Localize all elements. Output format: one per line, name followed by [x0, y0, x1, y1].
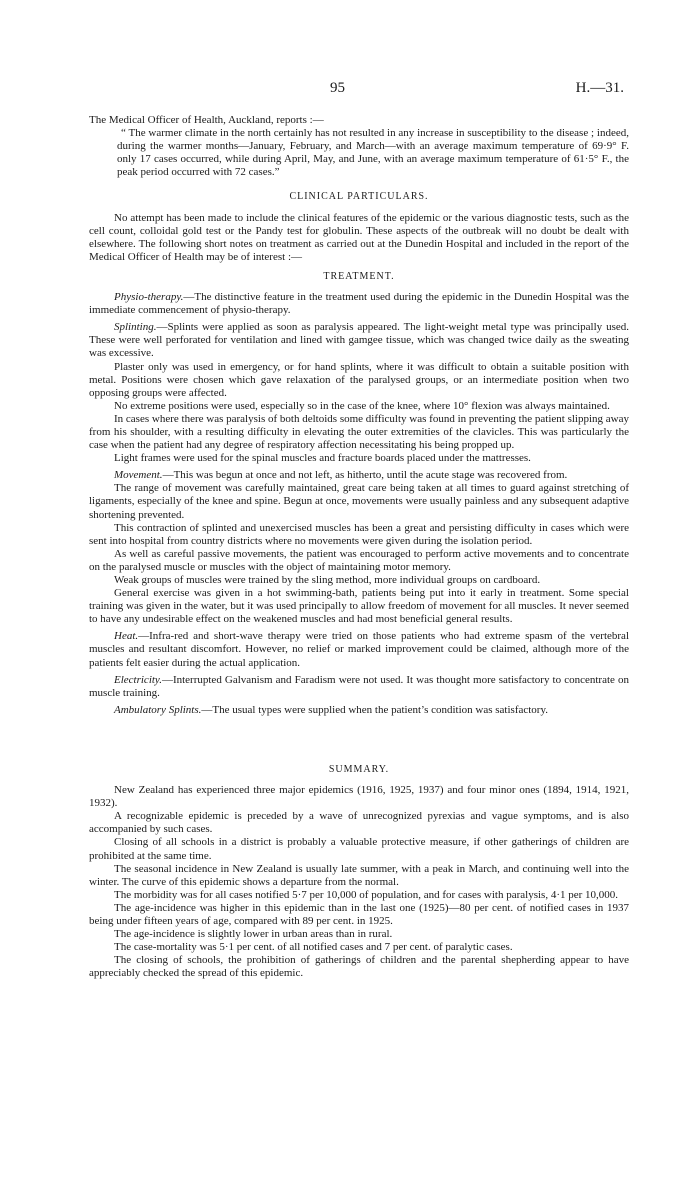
electricity-heading: Electricity. [114, 673, 162, 686]
movement-heading: Movement. [114, 469, 163, 482]
electricity-paragraph [89, 674, 629, 700]
movement-paragraph [89, 469, 629, 482]
movement-text: —This was begun at once and not left, as hitherto, until the acute stage was recovered from. [162, 469, 568, 482]
treatment-heading: TREATMENT. [323, 270, 395, 282]
summary-paragraph: Closing of all schools in a district is probably a valuable protective measure, if other gatherings of children are prohibited at the same time. [89, 836, 629, 862]
extreme-positions-paragraph: No extreme positions were used, especially so in the case of the knee, where 10° flexion was always maintained. [114, 399, 610, 412]
passive-movements-paragraph: As well as careful passive movements, the patient was encouraged to perform active movements and to concentrate on the paralysed muscle or muscles with the object of maintaining motor memory. [89, 547, 629, 573]
page-number: 95 [330, 80, 345, 96]
summary-paragraph: The age-incidence is slightly lower in urban areas than in rural. [114, 928, 393, 941]
heat-paragraph [89, 630, 629, 669]
splinting-text: —Splints were applied as soon as paralysis appeared. The light-weight metal type was principally used. These were well perforated for ventilation and lined with gamgee tissue, which was changed twice daily as the sweating was excessive. [89, 321, 629, 360]
ambulatory-heading: Ambulatory Splints. [114, 703, 202, 716]
frames-paragraph: Light frames were used for the spinal muscles and fracture boards placed under the mattresses. [114, 452, 531, 465]
summary-paragraph: The seasonal incidence in New Zealand is usually late summer, with a peak in March, and continuing well into the winter. The curve of this epidemic shows a departure from the normal. [89, 862, 629, 888]
document-reference: H.—31. [575, 80, 624, 96]
ambulatory-paragraph [89, 704, 629, 717]
ambulatory-text: —The usual types were supplied when the patient’s condition was satisfactory. [201, 703, 549, 716]
weak-groups-paragraph: Weak groups of muscles were trained by the sling method, more individual groups on cardboard. [114, 574, 541, 586]
clinical-heading: CLINICAL PARTICULARS. [289, 191, 429, 203]
splinting-paragraph [89, 321, 629, 360]
document-body [89, 114, 629, 980]
intro-quote: “ The warmer climate in the north certainly has not resulted in any increase in susceptibility to the disease ; indeed, during the warmer months—January, February, and March—with an average maximum temperature of 69·9° F. only 17 cases occurred, while during April, May, and June, with an average maximum temperature of 61·5° F., the peak period occurred with 72 cases.” [117, 127, 629, 179]
heat-text: —Infra-red and short-wave therapy were tried on those patients who had extreme spasm of the vertebral muscles and resultant discomfort. However, no relief or marked improvement could be claimed, although more of the patients felt easier during the actual application. [89, 630, 629, 669]
heat-heading: Heat. [114, 630, 139, 643]
contraction-paragraph: This contraction of splinted and unexercised muscles has been a great and persisting difficulty in cases which were sent into hospital from country districts where no movements were given during the isolation period. [89, 521, 629, 547]
physio-text: —The distinctive feature in the treatment used during the epidemic in the Dunedin Hospital was the immediate commencement of physio-therapy. [89, 291, 629, 317]
summary-paragraph: The morbidity was for all cases notified 5·7 per 10,000 of population, and for cases with paralysis, 4·1 per 10,000. [114, 888, 619, 901]
summary-paragraph: A recognizable epidemic is preceded by a wave of unrecognized pyrexias and vague symptoms, and is also accompanied by such cases. [89, 810, 629, 836]
physio-paragraph [89, 291, 629, 317]
physio-heading: Physio-therapy. [114, 291, 184, 304]
general-exercise-paragraph: General exercise was given in a hot swimming-bath, patients being put into it early in treatment. Some special training was given in the water, but it was used principally to allow freedom of movement for all muscles. It never seemed to have any undesirable effect on the weakened muscles and had most beneficial general results. [89, 587, 629, 626]
summary-paragraph: The case-mortality was 5·1 per cent. of all notified cases and 7 per cent. of paralytic cases. [114, 941, 513, 954]
clinical-paragraph: No attempt has been made to include the clinical features of the epidemic or the various diagnostic tests, such as the cell count, colloidal gold test or the Pandy test for globulin. These aspects of the outbreak will no doubt be dealt with elsewhere. The following short notes on treatment as carried out at the Dunedin Hospital and included in the report of the Medical Officer of Health may be of interest :— [89, 211, 629, 263]
page-header [0, 80, 700, 100]
intro-line: The Medical Officer of Health, Auckland, reports :— [89, 114, 324, 126]
plaster-paragraph: Plaster only was used in emergency, or for hand splints, where it was difficult to obtain a suitable position with metal. Positions were chosen which gave relaxation of the paralysed groups, or an intermediate position when two opposing groups were affected. [89, 360, 629, 399]
electricity-text: —Interrupted Galvanism and Faradism were not used. It was thought more satisfactory to concentrate on muscle training. [89, 673, 629, 699]
range-paragraph: The range of movement was carefully maintained, great care being taken at all times to guard against stretching of ligaments, especially of the knee and spine. Begun at once, movements were usually painless and any subsequent adaptive shortening prevented. [89, 482, 629, 521]
summary-heading: SUMMARY. [328, 763, 390, 775]
summary-paragraph: New Zealand has experienced three major epidemics (1916, 1925, 1937) and four minor ones (1894, 1914, 1921, 1932). [89, 784, 629, 810]
deltoids-paragraph: In cases where there was paralysis of both deltoids some difficulty was found in preventing the patient slipping away from his shoulder, with a resulting difficulty in elevating the outer extremities of the clavicles. This was particularly the case when the patient had any degree of respiratory affection necessitating his being propped up. [89, 412, 629, 452]
summary-paragraph: The age-incidence was higher in this epidemic than in the last one (1925)—80 per cent. of notified cases in 1937 being under fifteen years of age, compared with 89 per cent. in 1925. [89, 901, 629, 927]
splinting-heading: Splinting. [114, 321, 157, 334]
summary-paragraph: The closing of schools, the prohibition of gatherings of children and the parental shepherding appear to have appreciably checked the spread of this epidemic. [89, 954, 629, 980]
